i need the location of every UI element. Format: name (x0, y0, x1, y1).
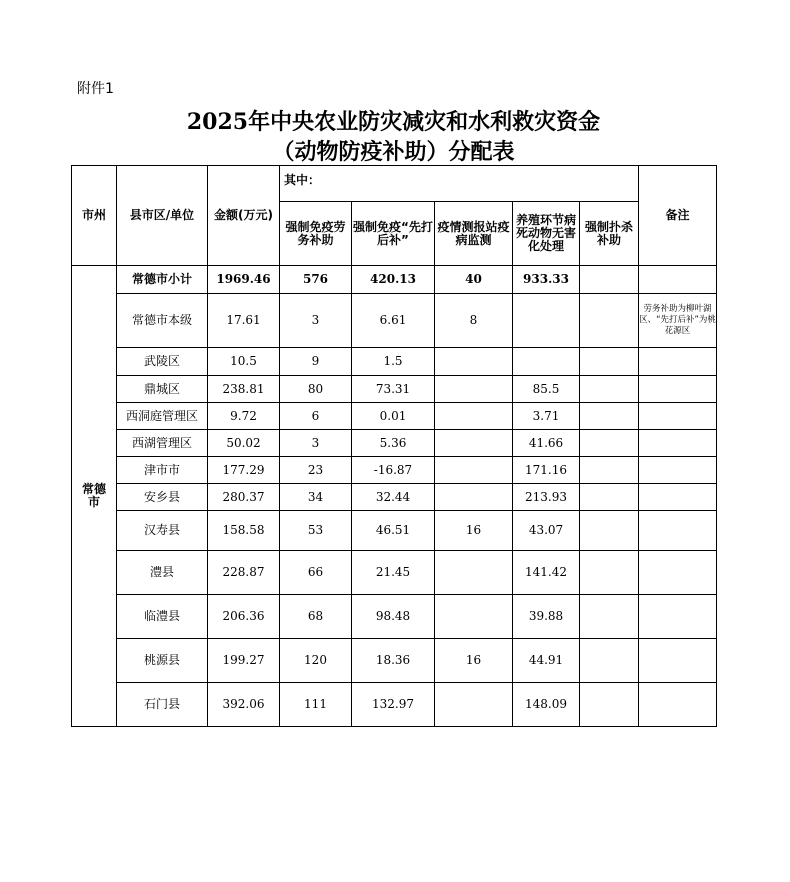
row-name: 西湖管理区 (117, 430, 208, 457)
row-c2: 32.44 (352, 484, 435, 511)
row-c3 (435, 551, 513, 595)
subtotal-remark (639, 266, 717, 294)
row-c2: 1.5 (352, 348, 435, 376)
allocation-table (71, 165, 717, 727)
row-c5 (580, 403, 639, 430)
row-amount: 10.5 (208, 348, 280, 376)
row-c1: 34 (280, 484, 352, 511)
subtotal-row (72, 266, 717, 294)
row-amount: 280.37 (208, 484, 280, 511)
header-remark: 备注 (639, 166, 717, 266)
row-c3 (435, 376, 513, 403)
row-remark (639, 430, 717, 457)
row-c1: 9 (280, 348, 352, 376)
row-name: 鼎城区 (117, 376, 208, 403)
header-city: 市州 (72, 166, 117, 266)
row-c4: 85.5 (513, 376, 580, 403)
row-c4: 213.93 (513, 484, 580, 511)
row-c2: 132.97 (352, 683, 435, 727)
row-amount: 9.72 (208, 403, 280, 430)
row-c3 (435, 403, 513, 430)
table-row (72, 457, 717, 484)
row-name: 津市市 (117, 457, 208, 484)
row-amount: 50.02 (208, 430, 280, 457)
row-c5 (580, 551, 639, 595)
header-vaccinate-first: 强制免疫“先打后补” (352, 202, 435, 266)
row-remark (639, 639, 717, 683)
row-c1: 66 (280, 551, 352, 595)
subtotal-c3: 40 (435, 266, 513, 294)
row-amount: 206.36 (208, 595, 280, 639)
table-row (72, 348, 717, 376)
row-remark (639, 484, 717, 511)
table-row (72, 403, 717, 430)
row-c1: 111 (280, 683, 352, 727)
row-c1: 3 (280, 430, 352, 457)
row-remark (639, 376, 717, 403)
table-row (72, 595, 717, 639)
row-remark (639, 595, 717, 639)
row-remark (639, 348, 717, 376)
table-row (72, 294, 717, 348)
row-name: 汉寿县 (117, 511, 208, 551)
row-amount: 177.29 (208, 457, 280, 484)
row-c3: 8 (435, 294, 513, 348)
row-c4: 44.91 (513, 639, 580, 683)
header-disease-monitoring: 疫情测报站疫病监测 (435, 202, 513, 266)
row-c1: 120 (280, 639, 352, 683)
row-c5 (580, 294, 639, 348)
row-name: 西洞庭管理区 (117, 403, 208, 430)
header-carcass-disposal: 养殖环节病死动物无害化处理 (513, 202, 580, 266)
row-amount: 199.27 (208, 639, 280, 683)
subtotal-c5 (580, 266, 639, 294)
header-culling-subsidy: 强制扑杀补助 (580, 202, 639, 266)
row-c2: 21.45 (352, 551, 435, 595)
row-c2: 18.36 (352, 639, 435, 683)
row-c3 (435, 683, 513, 727)
row-c4: 43.07 (513, 511, 580, 551)
row-c5 (580, 639, 639, 683)
header-county: 县市区/单位 (117, 166, 208, 266)
row-c2: 5.36 (352, 430, 435, 457)
row-remark (639, 551, 717, 595)
row-amount: 158.58 (208, 511, 280, 551)
row-c4 (513, 294, 580, 348)
subtotal-c4: 933.33 (513, 266, 580, 294)
row-c4: 171.16 (513, 457, 580, 484)
row-c2: 98.48 (352, 595, 435, 639)
row-c3 (435, 430, 513, 457)
row-c1: 6 (280, 403, 352, 430)
row-c2: 0.01 (352, 403, 435, 430)
header-of-which: 其中： (280, 166, 639, 202)
row-name: 石门县 (117, 683, 208, 727)
row-name: 武陵区 (117, 348, 208, 376)
subtotal-amount: 1969.46 (208, 266, 280, 294)
subtotal-c1: 576 (280, 266, 352, 294)
row-c3 (435, 348, 513, 376)
row-c4: 141.42 (513, 551, 580, 595)
row-remark (639, 683, 717, 727)
city-cell: 常德 市 (72, 266, 117, 727)
subtotal-name: 常德市小计 (117, 266, 208, 294)
row-c4 (513, 348, 580, 376)
table-row (72, 430, 717, 457)
table-row (72, 551, 717, 595)
row-name: 临澧县 (117, 595, 208, 639)
row-remark (639, 511, 717, 551)
row-c5 (580, 457, 639, 484)
row-c1: 23 (280, 457, 352, 484)
document-subtitle: （动物防疫补助）分配表 (272, 139, 515, 165)
row-c5 (580, 484, 639, 511)
row-name: 常德市本级 (117, 294, 208, 348)
row-c2: 73.31 (352, 376, 435, 403)
table-row (72, 376, 717, 403)
row-c3: 16 (435, 639, 513, 683)
row-remark (639, 457, 717, 484)
row-c4: 39.88 (513, 595, 580, 639)
table-row (72, 639, 717, 683)
row-c1: 53 (280, 511, 352, 551)
subtotal-c2: 420.13 (352, 266, 435, 294)
row-c3: 16 (435, 511, 513, 551)
header-labor-subsidy: 强制免疫劳务补助 (280, 202, 352, 266)
row-c4: 3.71 (513, 403, 580, 430)
row-c5 (580, 595, 639, 639)
row-c2: -16.87 (352, 457, 435, 484)
row-name: 桃源县 (117, 639, 208, 683)
row-name: 安乡县 (117, 484, 208, 511)
row-c4: 41.66 (513, 430, 580, 457)
row-c3 (435, 484, 513, 511)
row-c3 (435, 457, 513, 484)
row-c1: 68 (280, 595, 352, 639)
row-amount: 17.61 (208, 294, 280, 348)
row-c2: 46.51 (352, 511, 435, 551)
table-row (72, 683, 717, 727)
document-title: 2025年中央农业防灾减灾和水利救灾资金 (186, 109, 601, 135)
table-row (72, 484, 717, 511)
row-c5 (580, 430, 639, 457)
table-row (72, 511, 717, 551)
row-amount: 392.06 (208, 683, 280, 727)
row-c5 (580, 376, 639, 403)
row-c2: 6.61 (352, 294, 435, 348)
row-c4: 148.09 (513, 683, 580, 727)
row-c5 (580, 683, 639, 727)
row-amount: 238.81 (208, 376, 280, 403)
row-c1: 80 (280, 376, 352, 403)
header-amount: 金额(万元) (208, 166, 280, 266)
attachment-label: 附件1 (77, 81, 114, 97)
row-c3 (435, 595, 513, 639)
row-amount: 228.87 (208, 551, 280, 595)
row-c1: 3 (280, 294, 352, 348)
row-c5 (580, 348, 639, 376)
row-name: 澧县 (117, 551, 208, 595)
row-remark: 劳务补助为柳叶湖区、“先打后补”为桃花源区 (639, 294, 717, 348)
row-c5 (580, 511, 639, 551)
row-remark (639, 403, 717, 430)
